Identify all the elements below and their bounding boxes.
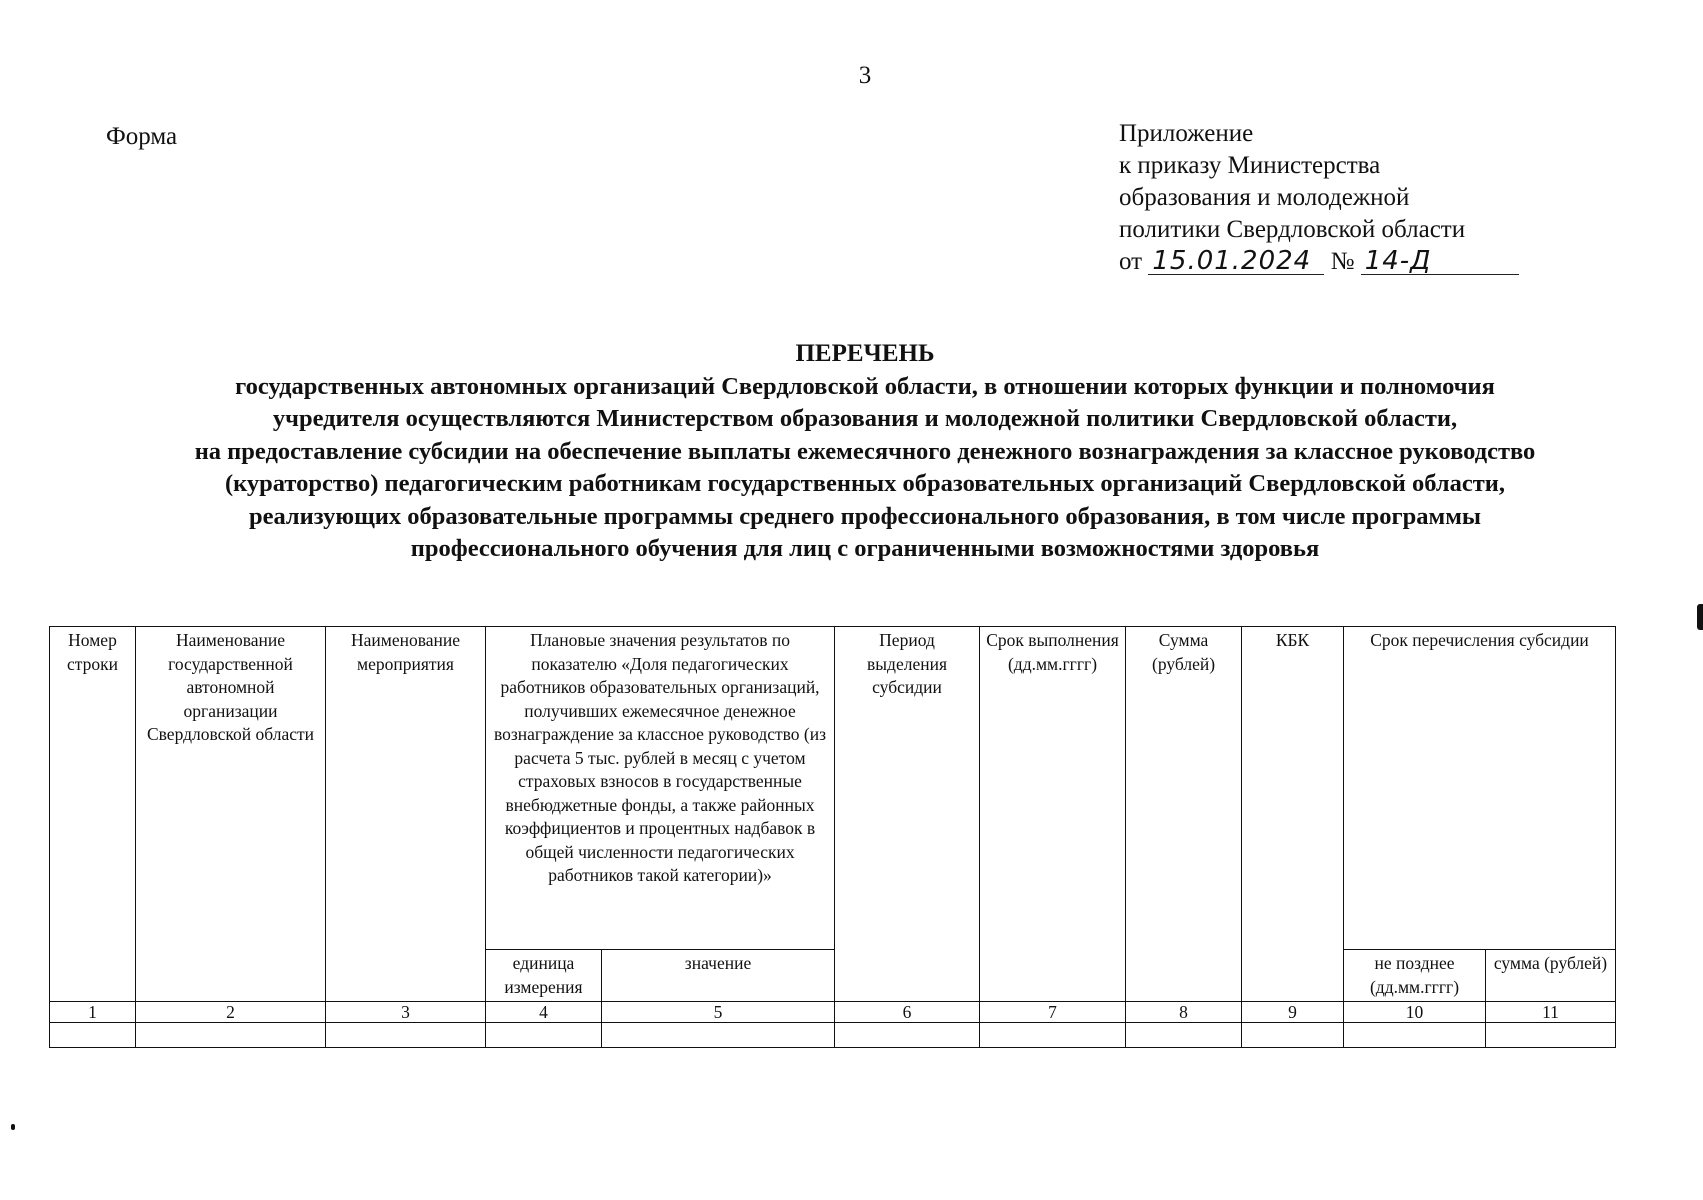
- title-line: государственных автономных организаций Свердловской области, в отношении которых функции и полномочия: [235, 372, 1495, 400]
- appendix-date-line: [1119, 246, 1519, 278]
- header-not-later-than: не позднее (дд.мм.гггг): [1344, 950, 1486, 1002]
- number-prefix: №: [1330, 248, 1355, 275]
- column-number: 1: [50, 1002, 136, 1023]
- header-amount: Сумма (рублей): [1126, 627, 1242, 1002]
- table-cell: [835, 1023, 980, 1048]
- document-title: [60, 338, 1670, 566]
- column-number-row: [50, 1002, 1616, 1023]
- table-cell: [136, 1023, 326, 1048]
- column-number: 11: [1486, 1002, 1616, 1023]
- column-number: 8: [1126, 1002, 1242, 1023]
- table-cell: [1126, 1023, 1242, 1048]
- header-transfer-sum: сумма (рублей): [1486, 950, 1616, 1002]
- page-number: 3: [858, 62, 872, 89]
- date-prefix: от: [1119, 248, 1143, 275]
- header-value: значение: [602, 950, 835, 1002]
- table-cell: [486, 1023, 602, 1048]
- title-heading: ПЕРЕЧЕНЬ: [795, 340, 935, 367]
- handwritten-number: 14-Д: [1361, 248, 1519, 275]
- table-cell: [1344, 1023, 1486, 1048]
- header-completion-date: Срок выполнения (дд.мм.гггг): [980, 627, 1126, 1002]
- appendix-line-4: политики Свердловской области: [1119, 216, 1466, 243]
- table-cell: [1486, 1023, 1616, 1048]
- column-number: 7: [980, 1002, 1126, 1023]
- header-planned-values: Плановые значения результатов по показателю «Доля педагогических работников образовательных организаций, получивших ежемесячное денежное вознаграждение за классное руководство (из расчета 5 тыс. рублей в месяц с учетом страховых взносов в государственные внебюджетные фонды, а также районных коэффициентов и процентных надбавок в общей численности педагогических работников такой категории)»: [486, 627, 835, 950]
- empty-data-row: [50, 1023, 1616, 1048]
- column-number: 5: [602, 1002, 835, 1023]
- title-line: на предоставление субсидии на обеспечение выплаты ежемесячного денежного вознаграждения за классное руководство: [194, 437, 1536, 465]
- title-line: (кураторство) педагогическим работникам государственных образовательных организаций Свердловской области,: [224, 470, 1506, 497]
- header-unit: единица измерения: [486, 950, 602, 1002]
- header-transfer-deadline: Срок перечисления субсидии: [1344, 627, 1616, 950]
- column-number: 2: [136, 1002, 326, 1023]
- handwritten-date: 15.01.2024: [1148, 248, 1324, 275]
- subsidy-table: [49, 626, 1616, 1048]
- header-organization-name: Наименование государственной автономной организации Свердловской области: [136, 627, 326, 1002]
- title-line: учредителя осуществляются Министерством образования и молодежной политики Свердловской области,: [272, 405, 1458, 432]
- column-number: 4: [486, 1002, 602, 1023]
- table-cell: [50, 1023, 136, 1048]
- table-cell: [980, 1023, 1126, 1048]
- appendix-line-3: образования и молодежной: [1119, 184, 1410, 211]
- header-row-number: Номер строки: [50, 627, 136, 1002]
- header-allocation-period: Период выделения субсидии: [835, 627, 980, 1002]
- table-cell: [1242, 1023, 1344, 1048]
- appendix-line-2: к приказу Министерства: [1119, 152, 1381, 179]
- header-event-name: Наименование мероприятия: [326, 627, 486, 1002]
- appendix-block: [1119, 118, 1519, 278]
- scan-artifact-dot: [11, 1124, 15, 1130]
- column-number: 9: [1242, 1002, 1344, 1023]
- column-number: 6: [835, 1002, 980, 1023]
- table-cell: [602, 1023, 835, 1048]
- appendix-line-1: Приложение: [1119, 120, 1254, 147]
- table-cell: [326, 1023, 486, 1048]
- table-header-row: [50, 627, 1616, 950]
- title-line: профессионального обучения для лиц с ограниченными возможностями здоровья: [410, 535, 1320, 562]
- column-number: 3: [326, 1002, 486, 1023]
- form-label: Форма: [106, 123, 178, 150]
- scan-artifact-edge: [1697, 604, 1703, 630]
- title-line: реализующих образовательные программы среднего профессионального образования, в том числе программы: [248, 502, 1482, 530]
- column-number: 10: [1344, 1002, 1486, 1023]
- header-kbk: КБК: [1242, 627, 1344, 1002]
